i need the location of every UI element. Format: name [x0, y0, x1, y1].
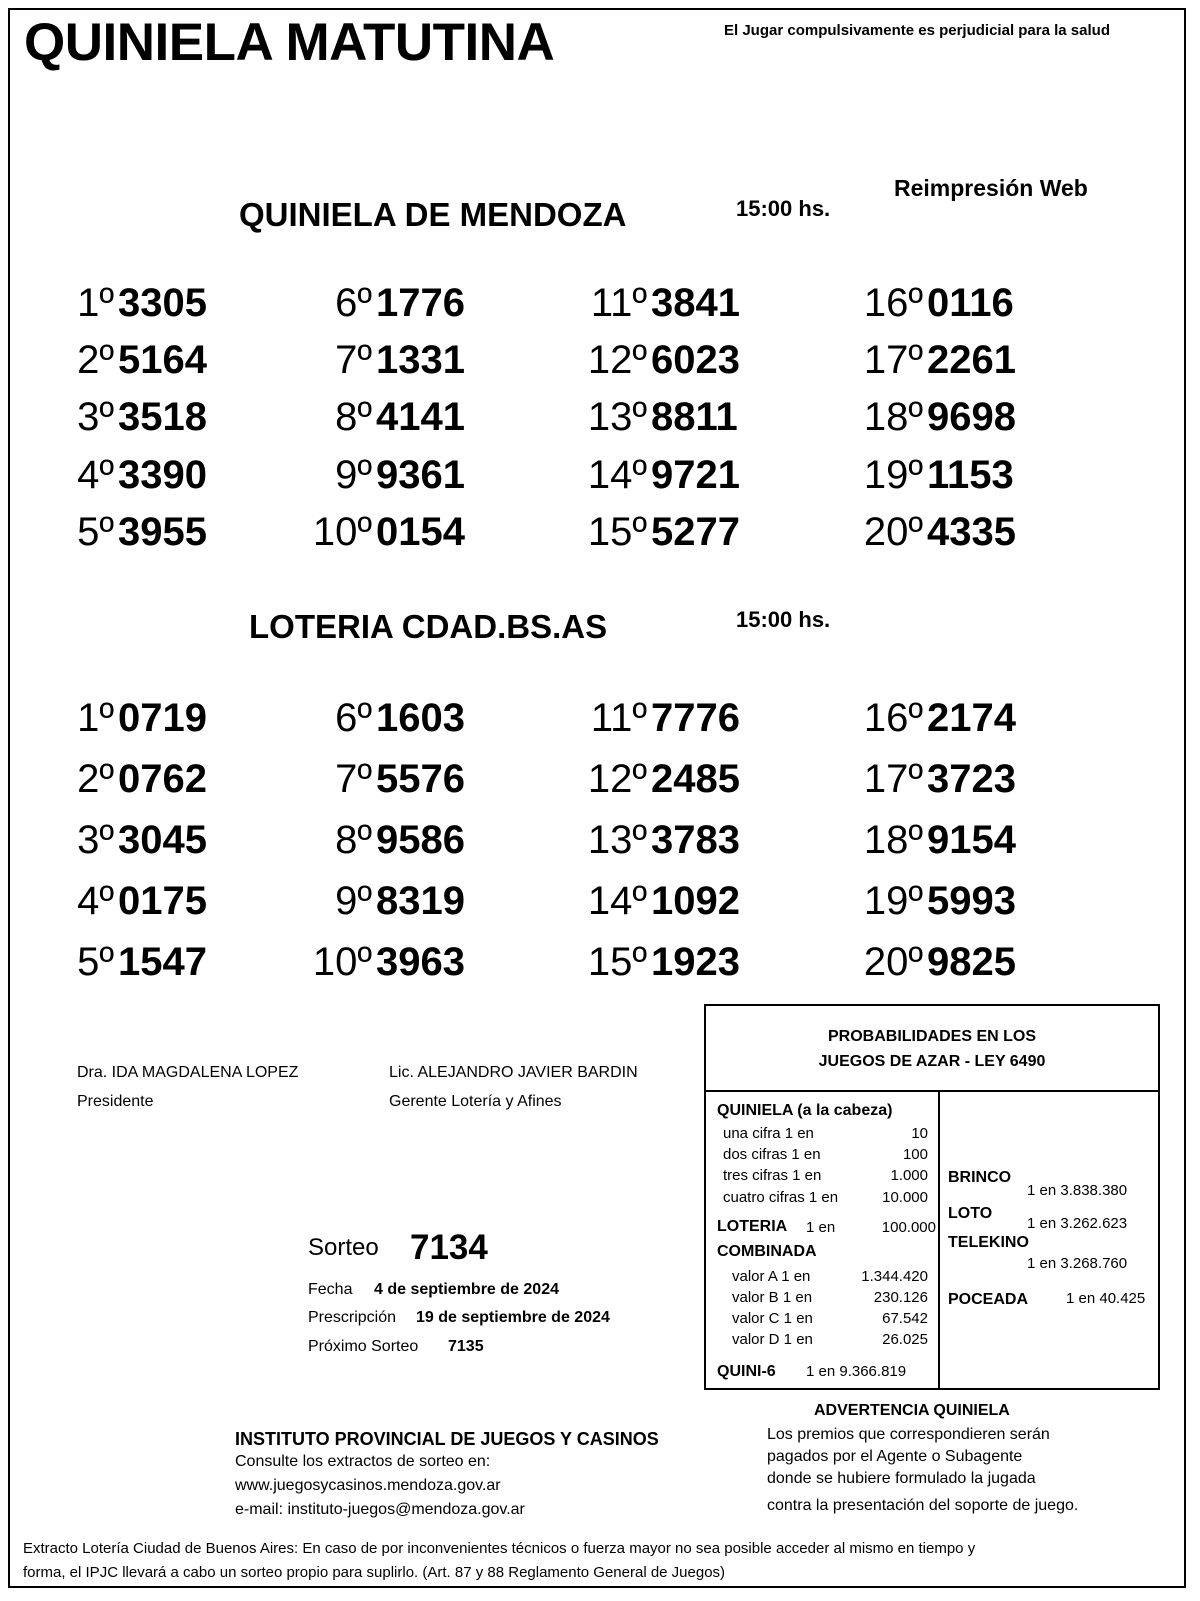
result-position: 16º	[863, 281, 923, 325]
combinada-row-label: valor B 1 en	[732, 1289, 813, 1306]
brinco-label: BRINCO	[948, 1169, 1012, 1186]
result-number: 6023	[651, 338, 740, 382]
result-number: 9698	[927, 395, 1016, 439]
prob-row-value: 100	[902, 1146, 928, 1163]
loteria-prob-value: 100.000	[881, 1219, 936, 1236]
result-item	[74, 453, 207, 498]
result-item	[312, 281, 465, 326]
result-number: 4335	[927, 510, 1016, 554]
result-number: 9825	[927, 940, 1016, 984]
result-number: 5993	[927, 879, 1016, 923]
sorteo-label: Sorteo	[308, 1234, 379, 1261]
result-item	[587, 818, 740, 863]
loteria-prob-label: LOTERIA	[717, 1218, 788, 1235]
signature-right-name: Lic. ALEJANDRO JAVIER BARDIN	[389, 1064, 638, 1081]
prob-row-value: 10	[911, 1125, 928, 1142]
fecha-value: 4 de septiembre de 2024	[374, 1281, 559, 1298]
section-time-mendoza: 15:00 hs.	[736, 196, 831, 221]
result-item	[74, 510, 207, 555]
result-item	[312, 940, 465, 985]
institute-email: e-mail: instituto-juegos@mendoza.gov.ar	[235, 1501, 525, 1518]
advertencia-title: ADVERTENCIA QUINIELA	[814, 1402, 1010, 1419]
result-number: 1331	[376, 338, 465, 382]
prob-row-label: cuatro cifras 1 en	[723, 1189, 839, 1206]
result-position: 5º	[77, 510, 114, 554]
result-number: 0175	[118, 879, 207, 923]
result-number: 3841	[651, 281, 740, 325]
result-position: 14º	[587, 453, 647, 497]
result-item	[312, 696, 465, 741]
result-position: 17º	[863, 338, 923, 382]
result-position: 11º	[590, 281, 647, 325]
footer-line1: Extracto Lotería Ciudad de Buenos Aires: En caso de por inconvenientes técnicos o fuerza mayor no sea posible acceder al mismo en tiempo y	[23, 1540, 976, 1557]
result-item	[312, 510, 465, 555]
result-number: 1776	[376, 281, 465, 325]
page-title: QUINIELA MATUTINA	[24, 13, 555, 72]
advertencia-line: donde se hubiere formulado la jugada	[767, 1470, 1036, 1487]
result-number: 2174	[927, 696, 1016, 740]
result-item	[74, 395, 207, 440]
probabilities-header-line1: PROBABILIDADES EN LOS	[827, 1028, 1036, 1045]
signature-left-role: Presidente	[77, 1093, 154, 1110]
result-position: 18º	[863, 395, 923, 439]
result-position: 6º	[335, 696, 372, 740]
result-item	[587, 281, 740, 326]
result-number: 1153	[927, 453, 1014, 497]
result-number: 0719	[118, 696, 207, 740]
result-number: 7776	[651, 696, 740, 740]
result-position: 8º	[335, 818, 372, 862]
result-number: 9586	[376, 818, 465, 862]
result-number: 0116	[927, 281, 1014, 325]
result-item	[587, 879, 740, 924]
result-position: 16º	[863, 696, 923, 740]
result-position: 2º	[77, 757, 114, 801]
result-position: 15º	[587, 940, 647, 984]
result-number: 1923	[651, 940, 740, 984]
result-item	[587, 453, 740, 498]
result-item	[863, 940, 1016, 985]
result-position: 20º	[863, 510, 923, 554]
result-item	[863, 879, 1016, 924]
result-item	[863, 395, 1016, 440]
result-item	[74, 338, 207, 383]
section-title-mendoza: QUINIELA DE MENDOZA	[239, 196, 627, 233]
result-position: 7º	[335, 338, 372, 382]
combinada-row-label: valor D 1 en	[732, 1331, 813, 1348]
result-item	[312, 338, 465, 383]
result-item	[863, 818, 1016, 863]
result-item	[74, 696, 207, 741]
health-warning: El Jugar compulsivamente es perjudicial para la salud	[724, 22, 1110, 39]
result-number: 0762	[118, 757, 207, 801]
result-item	[74, 940, 207, 985]
sorteo-number: 7134	[410, 1228, 488, 1267]
prob-row-label: tres cifras 1 en	[723, 1167, 822, 1184]
result-item	[587, 510, 740, 555]
loto-value: 1 en 3.262.623	[1027, 1215, 1128, 1232]
proximo-label: Próximo Sorteo	[308, 1338, 419, 1355]
result-number: 8319	[376, 879, 465, 923]
result-number: 4141	[376, 395, 465, 439]
result-item	[312, 395, 465, 440]
result-item	[863, 757, 1016, 802]
result-number: 5277	[651, 510, 740, 554]
result-number: 3518	[118, 395, 207, 439]
result-position: 4º	[77, 453, 114, 497]
result-item	[312, 879, 465, 924]
result-position: 12º	[587, 338, 647, 382]
result-position: 10º	[312, 510, 372, 554]
combinada-row-value: 67.542	[882, 1310, 928, 1327]
result-position: 3º	[77, 818, 114, 862]
result-number: 3305	[118, 281, 207, 325]
result-number: 2261	[927, 338, 1016, 382]
result-position: 4º	[77, 879, 114, 923]
footer-line2: forma, el IPJC llevará a cabo un sorteo propio para suplirlo. (Art. 87 y 88 Reglamento General de Juegos)	[23, 1564, 726, 1581]
result-number: 3963	[376, 940, 465, 984]
section-time-bsas: 15:00 hs.	[736, 607, 831, 632]
signature-left-name: Dra. IDA MAGDALENA LOPEZ	[77, 1064, 299, 1081]
loteria-prob-text: 1 en	[806, 1219, 836, 1236]
result-position: 8º	[335, 395, 372, 439]
combinada-row-label: valor C 1 en	[732, 1310, 813, 1327]
result-position: 3º	[77, 395, 114, 439]
institute-name: INSTITUTO PROVINCIAL DE JUEGOS Y CASINOS	[235, 1429, 659, 1449]
result-item	[863, 510, 1016, 555]
result-position: 14º	[587, 879, 647, 923]
result-position: 1º	[77, 281, 114, 325]
result-position: 12º	[587, 757, 647, 801]
result-number: 3045	[118, 818, 207, 862]
signature-right-role: Gerente Lotería y Afines	[389, 1093, 562, 1110]
result-item	[74, 281, 207, 326]
quini6-value: 1 en 9.366.819	[806, 1363, 907, 1380]
result-item	[587, 757, 740, 802]
quiniela-prob-title: QUINIELA (a la cabeza)	[717, 1102, 893, 1119]
result-position: 19º	[863, 453, 923, 497]
institute-website: www.juegosycasinos.mendoza.gov.ar	[235, 1477, 501, 1494]
probabilities-header	[706, 1006, 1158, 1092]
loto-label: LOTO	[948, 1205, 993, 1222]
advertencia-line: contra la presentación del soporte de juego.	[767, 1497, 1079, 1514]
result-number: 1547	[118, 940, 207, 984]
result-number: 9154	[927, 818, 1016, 862]
combinada-row-label: valor A 1 en	[732, 1268, 811, 1285]
fecha-label: Fecha	[308, 1281, 353, 1298]
result-position: 17º	[863, 757, 923, 801]
result-number: 3955	[118, 510, 207, 554]
result-position: 10º	[312, 940, 372, 984]
result-item	[863, 696, 1016, 741]
section-title-bsas: LOTERIA CDAD.BS.AS	[249, 608, 608, 645]
combinada-row-value: 230.126	[873, 1289, 928, 1306]
poceada-value: 1 en 40.425	[1066, 1290, 1146, 1307]
result-number: 3723	[927, 757, 1016, 801]
prob-row-label: una cifra 1 en	[723, 1125, 814, 1142]
result-item	[863, 281, 1014, 326]
result-number: 1603	[376, 696, 465, 740]
prob-row-label: dos cifras 1 en	[723, 1146, 821, 1163]
result-position: 6º	[335, 281, 372, 325]
result-position: 5º	[77, 940, 114, 984]
result-position: 13º	[587, 818, 647, 862]
probabilities-box	[704, 1004, 1160, 1390]
result-number: 2485	[651, 757, 740, 801]
result-position: 11º	[590, 696, 647, 740]
result-item	[74, 757, 207, 802]
combinada-row-value: 26.025	[882, 1331, 928, 1348]
result-item	[74, 879, 207, 924]
result-number: 3390	[118, 453, 207, 497]
result-item	[587, 940, 740, 985]
result-position: 13º	[587, 395, 647, 439]
result-item	[312, 757, 465, 802]
telekino-label: TELEKINO	[948, 1234, 1029, 1251]
result-number: 1092	[651, 879, 740, 923]
result-position: 9º	[335, 879, 372, 923]
advertencia-line: pagados por el Agente o Subagente	[767, 1448, 1023, 1465]
result-item	[587, 338, 740, 383]
poceada-label: POCEADA	[948, 1291, 1029, 1308]
combinada-title: COMBINADA	[717, 1243, 817, 1260]
result-item	[587, 696, 740, 741]
brinco-value: 1 en 3.838.380	[1027, 1182, 1128, 1199]
prescripcion-label: Prescripción	[308, 1309, 397, 1326]
prescripcion-value: 19 de septiembre de 2024	[416, 1309, 610, 1326]
result-item	[863, 338, 1016, 383]
probabilities-header-line2: JUEGOS DE AZAR - LEY 6490	[818, 1053, 1046, 1070]
result-position: 18º	[863, 818, 923, 862]
prob-row-value: 1.000	[890, 1167, 928, 1184]
result-number: 9721	[651, 453, 740, 497]
result-number: 5576	[376, 757, 465, 801]
result-position: 15º	[587, 510, 647, 554]
telekino-value: 1 en 3.268.760	[1027, 1255, 1128, 1272]
result-item	[312, 453, 465, 498]
reprint-label: Reimpresión Web	[894, 175, 1088, 201]
result-position: 1º	[77, 696, 114, 740]
advertencia-line: Los premios que correspondieren serán	[767, 1426, 1050, 1443]
result-item	[587, 395, 738, 440]
proximo-value: 7135	[448, 1338, 484, 1355]
result-item	[863, 453, 1014, 498]
quini6-label: QUINI-6	[717, 1363, 776, 1380]
result-position: 19º	[863, 879, 923, 923]
institute-line1: Consulte los extractos de sorteo en:	[235, 1453, 491, 1470]
result-number: 9361	[376, 453, 465, 497]
result-position: 20º	[863, 940, 923, 984]
combinada-row-value: 1.344.420	[861, 1268, 928, 1285]
result-position: 9º	[335, 453, 372, 497]
result-item	[312, 818, 465, 863]
probabilities-divider	[938, 1092, 940, 1388]
result-position: 2º	[77, 338, 114, 382]
result-position: 7º	[335, 757, 372, 801]
result-number: 0154	[376, 510, 465, 554]
result-number: 8811	[651, 395, 738, 439]
prob-row-value: 10.000	[882, 1189, 928, 1206]
result-number: 5164	[118, 338, 207, 382]
result-number: 3783	[651, 818, 740, 862]
result-item	[74, 818, 207, 863]
